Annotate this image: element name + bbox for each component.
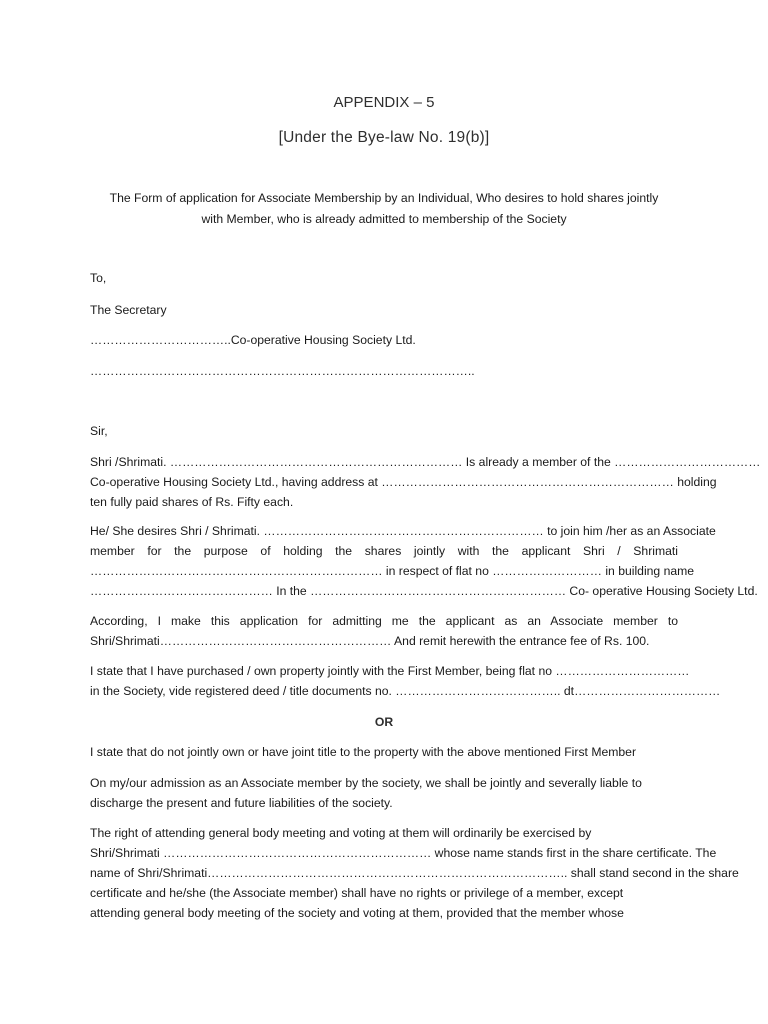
paragraph-line: name of Shri/Shrimati…………………………………………………………………………….. shall stand second in the share	[90, 866, 739, 880]
liability-paragraph	[90, 773, 678, 813]
paragraph-line: Shri /Shrimati. ……………………………………………………………… Is already a member of the ………………………………	[90, 455, 761, 469]
application-paragraph	[90, 611, 678, 651]
paragraph-line: discharge the present and future liabilities of the society.	[90, 796, 393, 810]
bye-law-subtitle: [Under the Bye-law No. 19(b)]	[278, 129, 490, 146]
paragraph-line: attending general body meeting of the society and voting at them, provided that the member whose	[90, 906, 624, 920]
property-ownership-paragraph	[90, 661, 721, 701]
salutation: Sir,	[90, 424, 108, 438]
paragraph-line: ……………………………………… In the ……………………………………………………… Co- operative Housing Society Ltd.	[90, 584, 758, 598]
form-description-line: with Member, who is already admitted to membership of the Society	[201, 212, 567, 226]
voting-rights-paragraph	[90, 823, 739, 923]
form-description-line: The Form of application for Associate Membership by an Individual, Who desires to hold shares jointly	[109, 191, 659, 205]
recipient-secretary: The Secretary	[90, 303, 167, 317]
to-label: To,	[90, 271, 107, 285]
paragraph-line: Shri/Shrimati ………………………………………………………… whose name stands first in the share certificate. The	[90, 846, 717, 860]
appendix-title: APPENDIX – 5	[333, 94, 435, 111]
paragraph-line: ……………………………………………………………… in respect of flat no ……………………… in building name	[90, 564, 695, 578]
paragraph-line: member for the purpose of holding the shares jointly with the applicant Shri / Shrimati	[90, 544, 678, 558]
or-separator: OR	[374, 715, 394, 729]
paragraph-line: in the Society, vide registered deed / title documents no. ………………………………….. dt………………………………	[90, 684, 721, 698]
paragraph-line: I state that I have purchased / own property jointly with the First Member, being flat no ……………………………	[90, 664, 690, 678]
associate-desire-paragraph	[90, 521, 758, 601]
society-name-line: ……………………………..Co-operative Housing Society Ltd.	[90, 333, 416, 347]
form-description	[90, 188, 678, 230]
paragraph-line: He/ She desires Shri / Shrimati. …………………………………………………………… to join him /her as an Associate	[90, 524, 716, 538]
address-line: …………………………………………………………………………………..	[90, 364, 475, 378]
paragraph-line: Co-operative Housing Society Ltd., having address at ……………………………………………………………… holding	[90, 475, 717, 489]
paragraph-line: certificate and he/she (the Associate member) shall have no rights or privilege of a member, except	[90, 886, 624, 900]
member-details-paragraph	[90, 452, 761, 512]
no-joint-title-paragraph: I state that do not jointly own or have joint title to the property with the above mentioned First Member	[90, 745, 637, 759]
paragraph-line: Shri/Shrimati………………………………………………… And remit herewith the entrance fee of Rs. 100.	[90, 634, 650, 648]
paragraph-line: The right of attending general body meeting and voting at them will ordinarily be exercised by	[90, 826, 592, 840]
paragraph-line: ten fully paid shares of Rs. Fifty each.	[90, 495, 294, 509]
paragraph-line: According, I make this application for admitting me the applicant as an Associate member to	[90, 614, 678, 628]
paragraph-line: On my/our admission as an Associate member by the society, we shall be jointly and severally liable to	[90, 776, 642, 790]
